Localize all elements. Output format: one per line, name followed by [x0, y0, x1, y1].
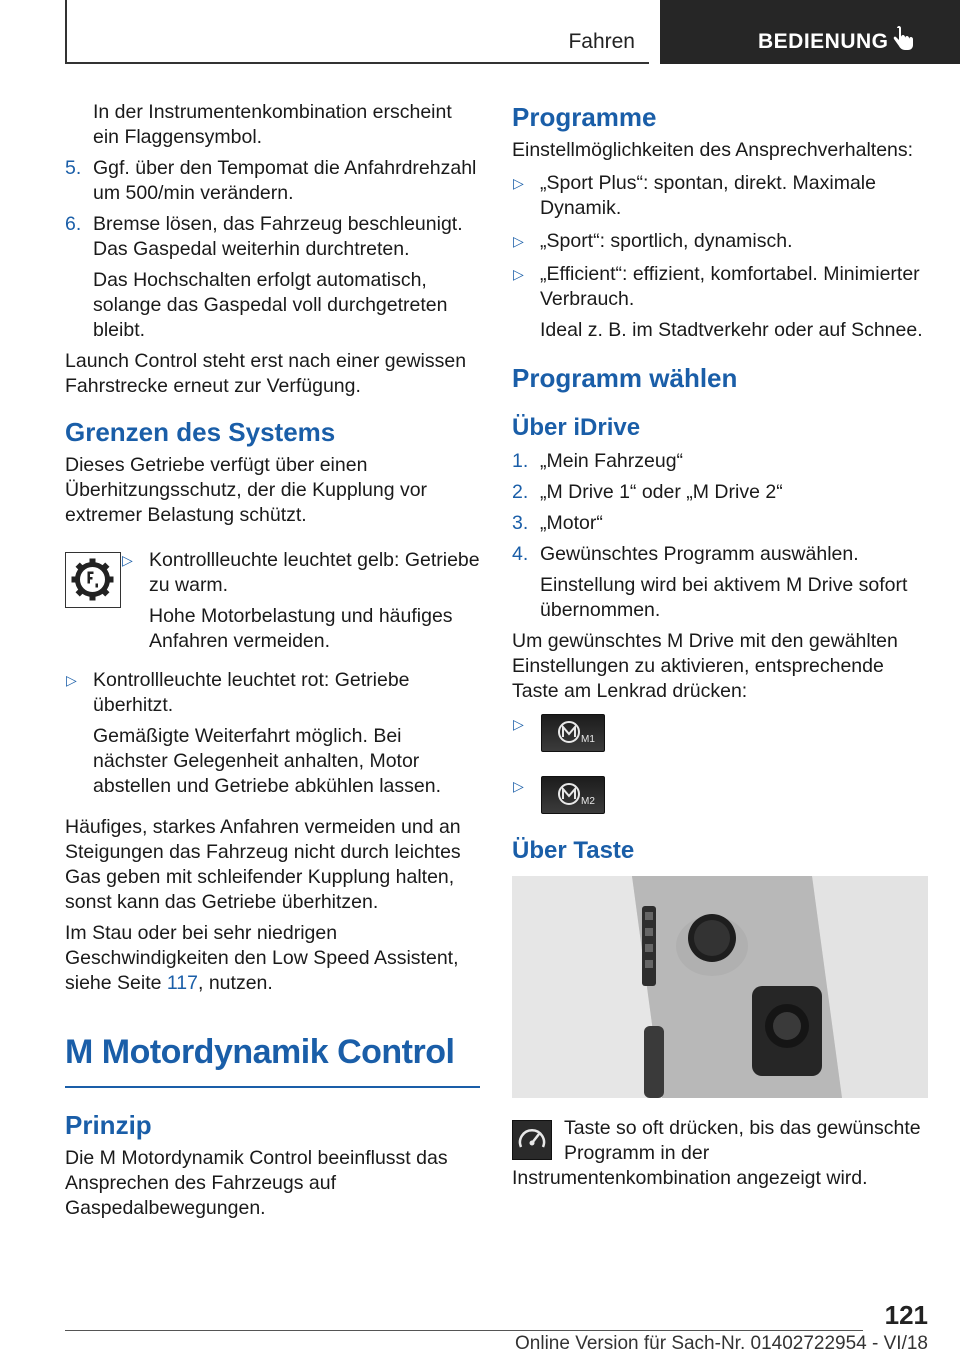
- step-text: Bremse lösen, das Fahrzeug beschleunigt. Das Gaspedal weiterhin durchtreten.: [93, 213, 463, 260]
- section-tab: [65, 0, 649, 64]
- taste-heading: Über Taste: [512, 837, 635, 864]
- mdrive-text: Um gewünschtes M Drive mit den gewählten Einstellungen zu aktivieren, entsprechende Taste am Lenkrad drücken:: [512, 630, 898, 702]
- page-link[interactable]: 117: [166, 972, 198, 994]
- taste-note: [512, 1116, 928, 1191]
- center-console-photo: [512, 876, 928, 1098]
- page-number: 121: [884, 1300, 928, 1330]
- programme-item: [512, 262, 928, 312]
- warning-text: Kontrollleuchte leuchtet rot: Getriebe überhitzt.: [93, 669, 410, 716]
- warning-yellow-item: [121, 548, 480, 598]
- left-column: [65, 100, 480, 1227]
- step-text: „Mein Fahrzeug“: [540, 450, 684, 472]
- programme-text: „Sport Plus“: spontan, direkt. Maximale Dynamik.: [540, 172, 876, 219]
- hand-pointer-icon: [892, 26, 914, 52]
- chapter-label: BEDIENUNG: [758, 30, 889, 53]
- m1-button-row: [512, 712, 928, 756]
- prinzip-text: Die M Motordynamik Control beeinflusst das Ansprechen des Fahrzeugs auf Gaspedalbewegungen.: [65, 1147, 448, 1219]
- speedometer-icon: [512, 1120, 552, 1160]
- taste-text: Taste so oft drücken, bis das gewünschte Programm in der Instrumentenkombination angezeigt wird.: [512, 1117, 921, 1189]
- paragraph-anfahren: Häufiges, starkes Anfahren vermeiden und an Steigungen das Fahrzeug nicht durch leichtes Gas geben mit schleifender Kupplung halten, sonst kann das Getriebe überhitzen.: [65, 816, 461, 913]
- programme-heading: Programme: [512, 102, 657, 132]
- warning-note: Hohe Motorbelastung und häufiges Anfahren vermeiden.: [149, 605, 453, 652]
- footer-divider: [65, 1330, 863, 1331]
- m1-steering-button: [541, 714, 605, 752]
- idrive-step: [512, 449, 928, 474]
- intro-text: In der Instrumentenkombination erscheint ein Flaggensymbol.: [93, 101, 452, 148]
- m2-button-row: [512, 774, 928, 818]
- waehlen-heading: Programm wählen: [512, 363, 738, 393]
- triangle-bullet-icon: ▷: [513, 716, 524, 732]
- step-5: [65, 156, 480, 206]
- triangle-bullet-icon: ▷: [122, 552, 133, 568]
- idrive-heading: Über iDrive: [512, 414, 641, 441]
- idrive-step: [512, 511, 928, 536]
- programme-item: [512, 171, 928, 221]
- paragraph-text: Im Stau oder bei sehr niedrigen Geschwindigkeiten den Low Speed Assistent, siehe Seite: [65, 922, 459, 994]
- page-header: [0, 0, 960, 66]
- m1-button-label: M1: [581, 734, 595, 745]
- step-text: „Motor“: [540, 512, 603, 534]
- m2-steering-button: [541, 776, 605, 814]
- warning-text: Kontrollleuchte leuchtet gelb: Getriebe zu warm.: [149, 549, 480, 596]
- grenzen-text: Dieses Getriebe verfügt über einen Überhitzungsschutz, der die Kupplung vor extremer Belastung schützt.: [65, 454, 428, 526]
- section-label: Fahren: [568, 30, 635, 53]
- programme-text: „Sport“: sportlich, dynamisch.: [540, 230, 793, 252]
- step-number: 6.: [65, 213, 82, 235]
- programme-text: „Efficient“: effizient, komfortabel. Minimierter Verbrauch.: [540, 263, 920, 310]
- main-heading: M Motordynamik Control: [65, 1032, 480, 1088]
- triangle-bullet-icon: ▷: [513, 233, 524, 249]
- step-number: 3.: [512, 512, 529, 534]
- step-number: 4.: [512, 543, 529, 565]
- triangle-bullet-icon: ▷: [66, 672, 77, 688]
- paragraph-stau: [65, 921, 480, 996]
- programme-intro: Einstellmöglichkeiten des Ansprechverhaltens:: [512, 139, 914, 161]
- step-6: [65, 212, 480, 262]
- prinzip-heading: Prinzip: [65, 1110, 152, 1140]
- triangle-bullet-icon: ▷: [513, 266, 524, 282]
- idrive-step: [512, 542, 928, 567]
- idrive-step: [512, 480, 928, 505]
- warning-red: [65, 668, 480, 718]
- step-number: 5.: [65, 157, 82, 179]
- triangle-bullet-icon: ▷: [513, 778, 524, 794]
- step-text: Gewünschtes Programm auswählen.: [540, 543, 859, 565]
- programme-item: [512, 229, 928, 254]
- transmission-warning-icon: [65, 552, 121, 608]
- step-6-note: Das Hochschalten erfolgt automatisch, solange das Gaspedal voll durchgetreten bleibt.: [93, 269, 448, 341]
- m2-button-label: M2: [581, 796, 595, 807]
- warning-yellow: [65, 548, 480, 654]
- step-text: Ggf. über den Tempomat die Anfahrdrehzahl um 500/min verändern.: [93, 157, 477, 204]
- paragraph-text: , nutzen.: [198, 972, 273, 994]
- right-column: [512, 100, 928, 1191]
- step-number: 2.: [512, 481, 529, 503]
- step-text: „M Drive 1“ oder „M Drive 2“: [540, 481, 783, 503]
- efficient-note: Ideal z. B. im Stadtverkehr oder auf Schnee.: [540, 319, 923, 341]
- warning-note: Gemäßigte Weiterfahrt möglich. Bei nächster Gelegenheit anhalten, Motor abstellen und Getriebe abkühlen lassen.: [93, 725, 441, 797]
- chapter-tab: [660, 0, 960, 64]
- step-number: 1.: [512, 450, 529, 472]
- triangle-bullet-icon: ▷: [513, 175, 524, 191]
- step-4-note: Einstellung wird bei aktivem M Drive sofort übernommen.: [540, 574, 908, 621]
- grenzen-heading: Grenzen des Systems: [65, 417, 336, 447]
- online-version-text: Online Version für Sach-Nr. 01402722954 - VI/18: [515, 1333, 928, 1354]
- launch-note: Launch Control steht erst nach einer gewissen Fahrstrecke erneut zur Verfügung.: [65, 350, 467, 397]
